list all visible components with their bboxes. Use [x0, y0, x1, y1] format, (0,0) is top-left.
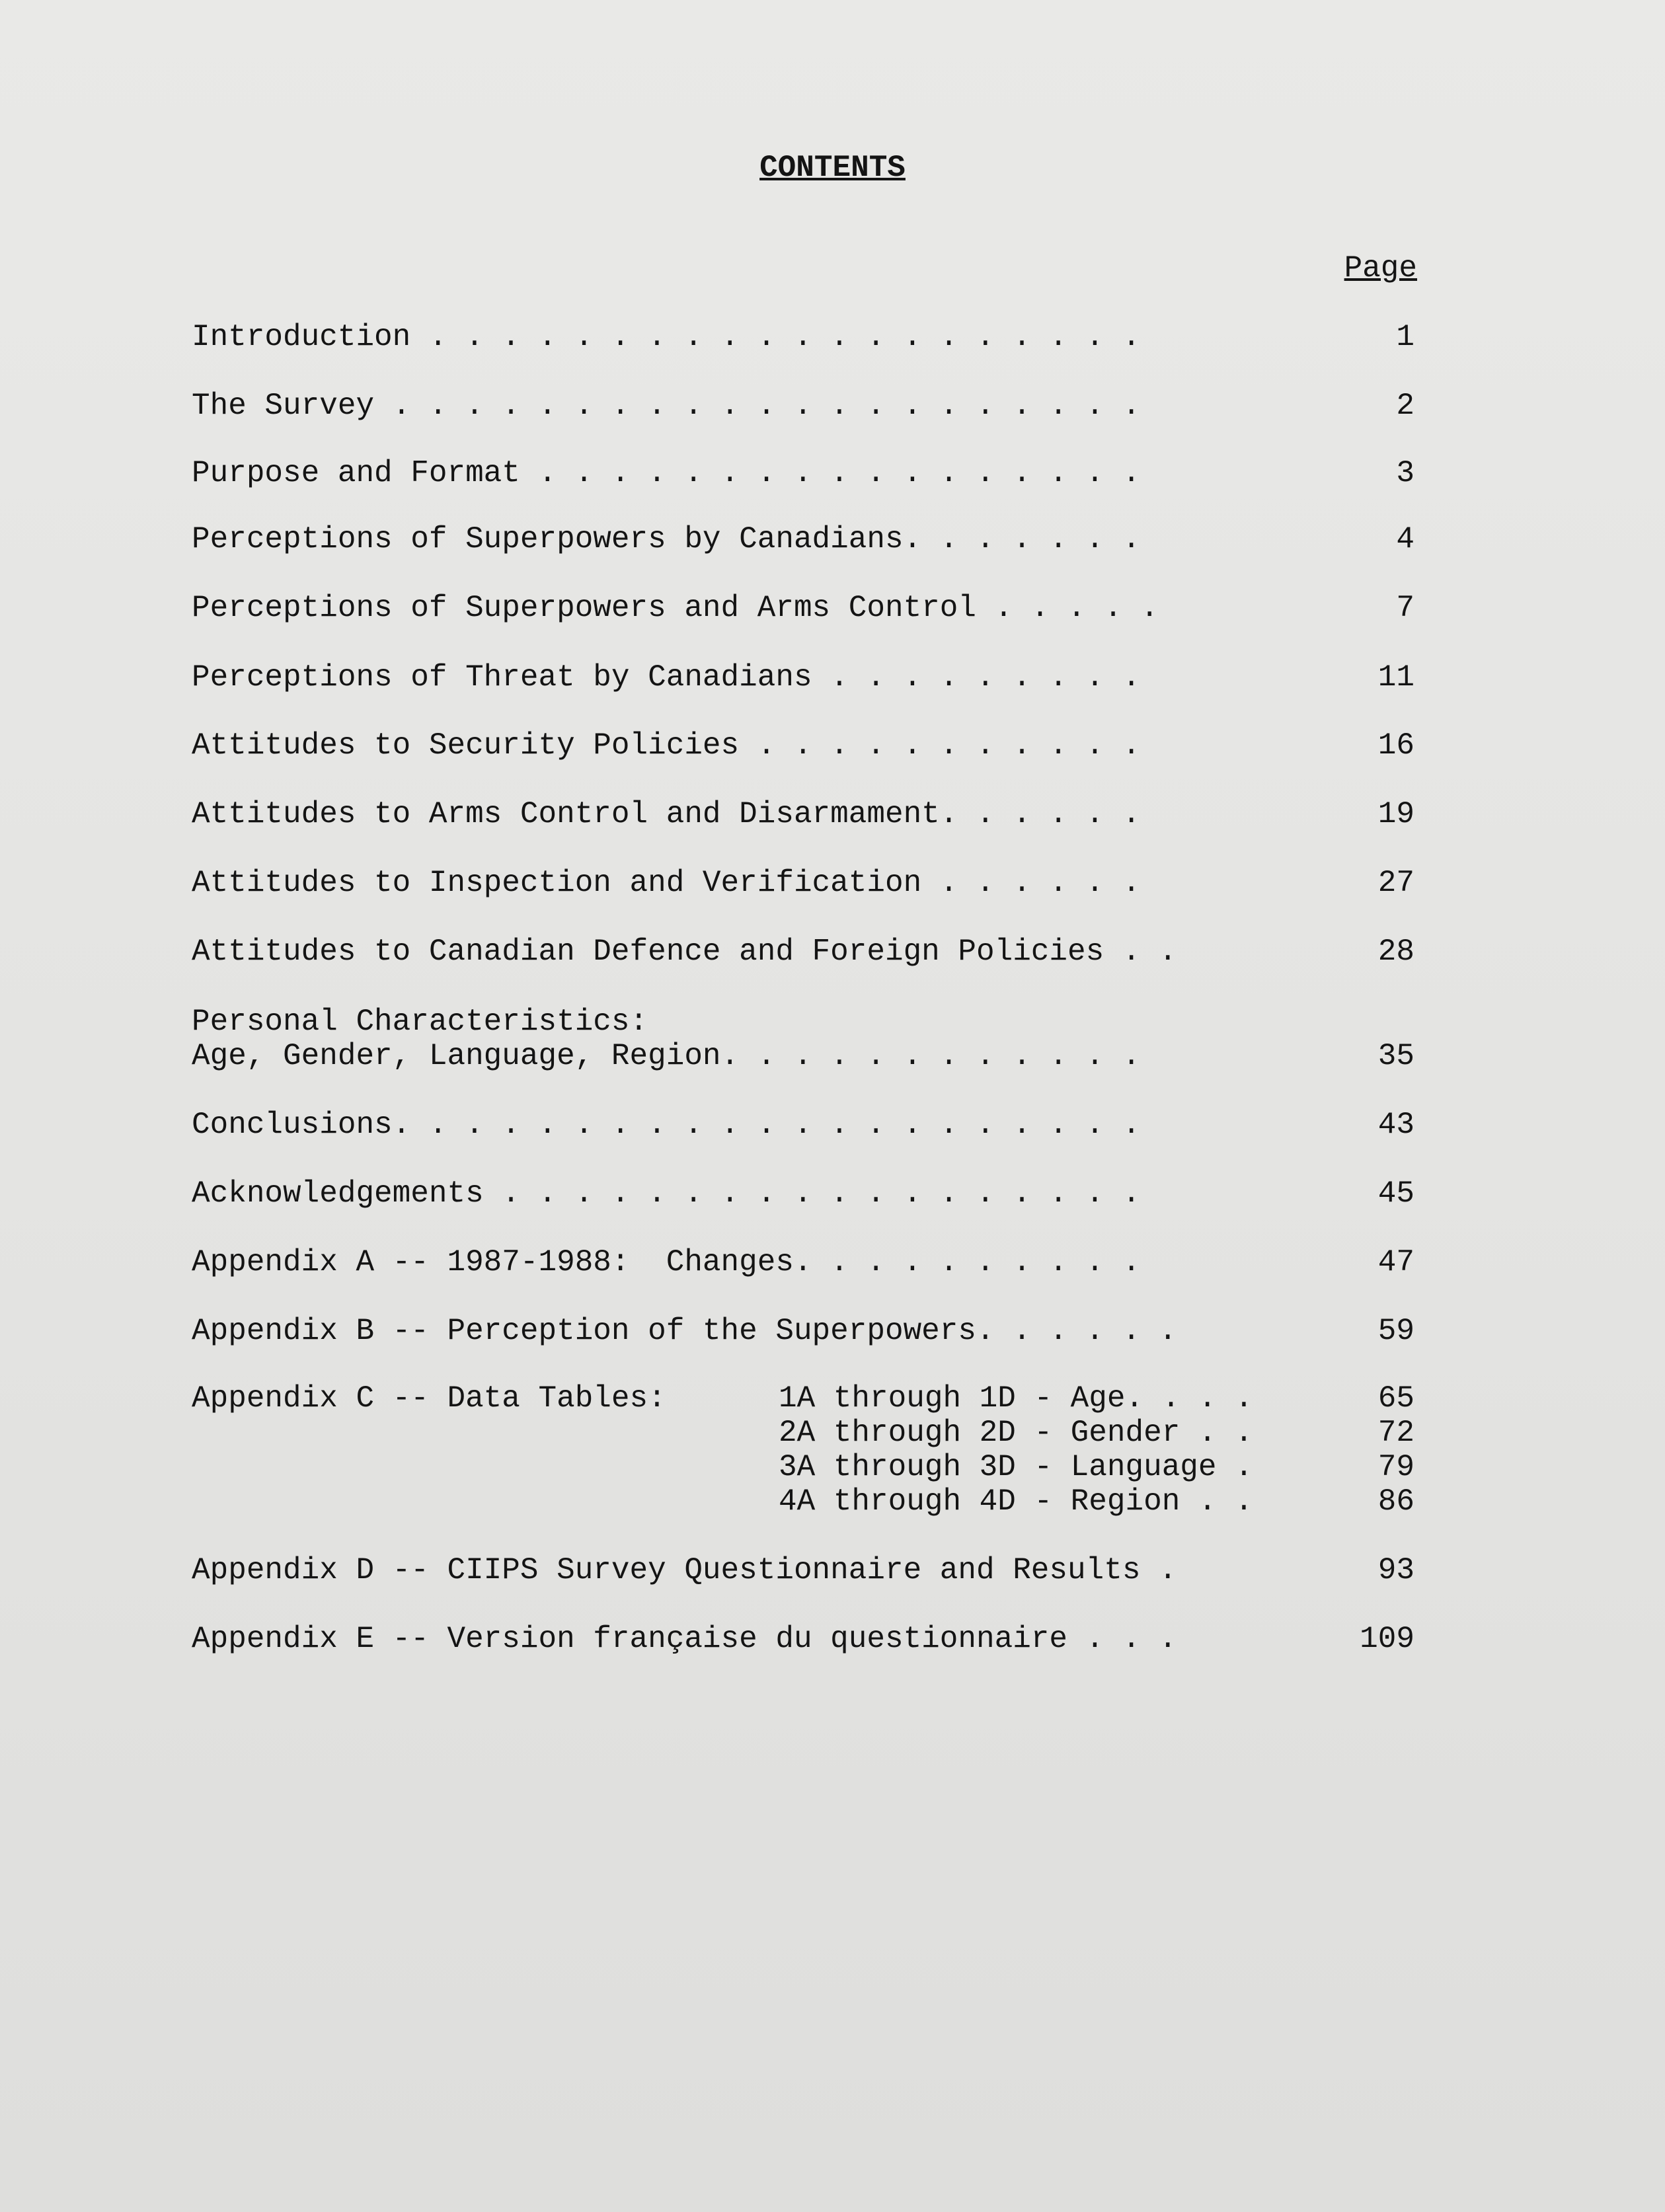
- toc-entry-conclusions: [192, 1105, 1414, 1145]
- toc-subentry-page: 72: [1377, 1416, 1414, 1450]
- toc-entry-arms-control-disarmament: [192, 794, 1414, 834]
- toc-entry-page: 19: [1377, 797, 1414, 831]
- toc-entry-page: 4: [1396, 522, 1414, 556]
- toc-entry-appendix-a: [192, 1242, 1414, 1282]
- toc-entry-label: The Survey . . . . . . . . . . . . . . . . . . . . .: [192, 389, 1141, 423]
- toc-subentry-page: 79: [1377, 1450, 1414, 1484]
- toc-subentry-age: [779, 1379, 1414, 1418]
- toc-entry-label: Appendix A -- 1987-1988: Changes. . . . . . . . . .: [192, 1245, 1141, 1279]
- toc-entry-label: Appendix B -- Perception of the Superpowers. . . . . .: [192, 1314, 1177, 1348]
- toc-subentry-page: 86: [1377, 1484, 1414, 1519]
- toc-entry-label: Appendix C -- Data Tables:: [192, 1381, 666, 1416]
- toc-entry-inspection-verification: [192, 863, 1414, 903]
- toc-entry-label: Perceptions of Superpowers and Arms Control . . . . .: [192, 591, 1159, 625]
- toc-entry-label: Purpose and Format . . . . . . . . . . . . . . . . .: [192, 456, 1141, 490]
- toc-entry-label: Age, Gender, Language, Region. . . . . . . . . . . .: [192, 1039, 1141, 1073]
- toc-entry-page: 1: [1396, 320, 1414, 354]
- toc-entry-appendix-d: [192, 1550, 1414, 1590]
- page-column-heading: Page: [1344, 251, 1417, 286]
- toc-subentry-language: [779, 1447, 1414, 1487]
- toc-entry-label: Acknowledgements . . . . . . . . . . . . . . . . . .: [192, 1176, 1141, 1211]
- toc-subentry-label: 3A through 3D - Language .: [779, 1450, 1253, 1484]
- toc-entry-page: 2: [1396, 389, 1414, 423]
- toc-subentry-label: 1A through 1D - Age. . . .: [779, 1381, 1253, 1416]
- toc-entry-page: 109: [1360, 1622, 1414, 1656]
- toc-entry-page: 35: [1377, 1039, 1414, 1073]
- toc-entry-label: Perceptions of Superpowers by Canadians. . . . . . .: [192, 522, 1141, 556]
- contents-title: CONTENTS: [759, 151, 906, 185]
- toc-entry-appendix-e: [192, 1619, 1414, 1659]
- toc-entry-label: Attitudes to Canadian Defence and Foreign Policies . .: [192, 934, 1177, 969]
- toc-entry-perceptions-superpowers: [192, 519, 1414, 559]
- toc-entry-label: Conclusions. . . . . . . . . . . . . . . . . . . . .: [192, 1108, 1141, 1142]
- toc-entry-label: Attitudes to Arms Control and Disarmament. . . . . .: [192, 797, 1141, 831]
- toc-entry-purpose: [192, 453, 1414, 493]
- toc-entry-page: 11: [1377, 660, 1414, 695]
- toc-entry-personal-characteristics-heading: [192, 1002, 1414, 1042]
- toc-entry-page: 93: [1377, 1553, 1414, 1587]
- toc-entry-survey: [192, 386, 1414, 426]
- toc-subentry-label: 4A through 4D - Region . .: [779, 1484, 1253, 1519]
- toc-entry-personal-characteristics: [192, 1036, 1414, 1076]
- toc-subentry-region: [779, 1482, 1414, 1521]
- toc-entry-introduction: [192, 317, 1414, 357]
- toc-entry-security-policies: [192, 726, 1414, 765]
- toc-entry-label: Appendix D -- CIIPS Survey Questionnaire and Results .: [192, 1553, 1177, 1587]
- toc-subentry-label: 2A through 2D - Gender . .: [779, 1416, 1253, 1450]
- toc-entry-label: Appendix E -- Version française du questionnaire . . .: [192, 1622, 1177, 1656]
- toc-entry-appendix-b: [192, 1311, 1414, 1351]
- toc-entry-label: Introduction . . . . . . . . . . . . . . . . . . . .: [192, 320, 1141, 354]
- toc-entry-page: 3: [1396, 456, 1414, 490]
- toc-entry-label: Attitudes to Inspection and Verification . . . . . .: [192, 866, 1141, 900]
- toc-entry-page: 7: [1396, 591, 1414, 625]
- toc-entry-page: 59: [1377, 1314, 1414, 1348]
- toc-entry-label: Perceptions of Threat by Canadians . . . . . . . . .: [192, 660, 1141, 695]
- toc-entry-page: 16: [1377, 728, 1414, 763]
- toc-entry-page: 47: [1377, 1245, 1414, 1279]
- toc-entry-perceptions-arms-control: [192, 588, 1414, 628]
- toc-entry-perceptions-threat: [192, 658, 1414, 697]
- toc-entry-page: 28: [1377, 934, 1414, 969]
- toc-entry-page: 27: [1377, 866, 1414, 900]
- toc-subentry-page: 65: [1377, 1381, 1414, 1416]
- toc-entry-label: Attitudes to Security Policies . . . . . . . . . . .: [192, 728, 1141, 763]
- toc-entry-label-line1: Personal Characteristics:: [192, 1005, 648, 1039]
- toc-entry-page: 45: [1377, 1176, 1414, 1211]
- toc-entry-page: 43: [1377, 1108, 1414, 1142]
- toc-subentry-gender: [779, 1413, 1414, 1453]
- toc-entry-defence-foreign-policies: [192, 932, 1414, 972]
- toc-entry-acknowledgements: [192, 1174, 1414, 1213]
